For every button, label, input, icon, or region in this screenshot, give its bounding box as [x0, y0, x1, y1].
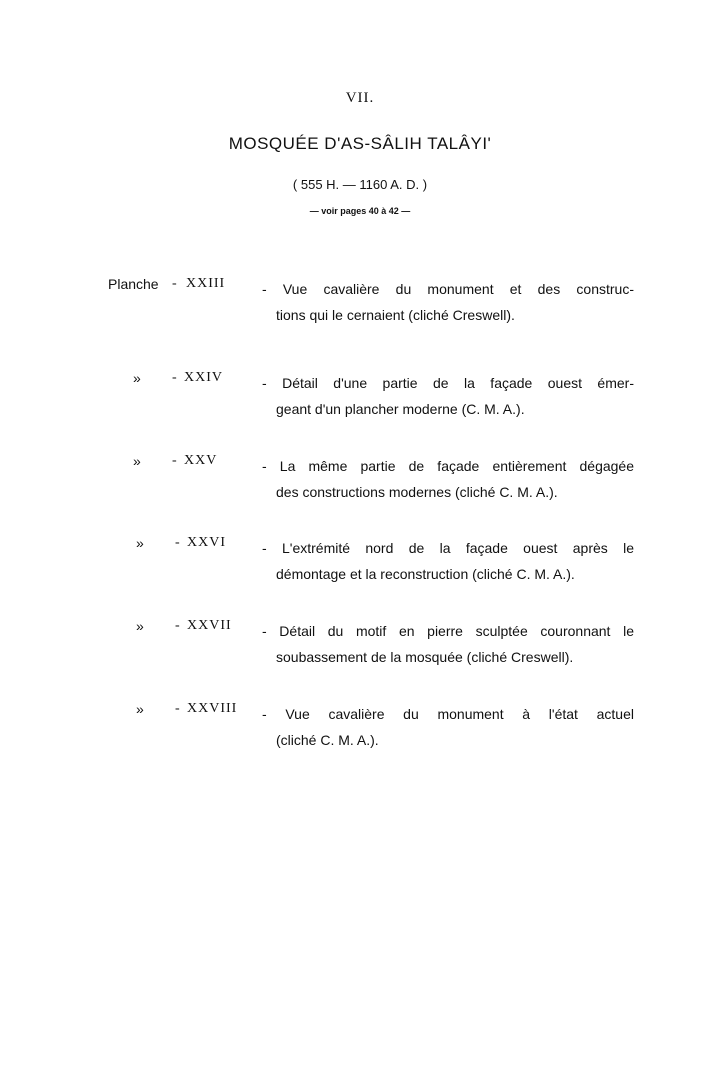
plate-prefix: » [133, 453, 141, 469]
plate-prefix: » [136, 701, 144, 717]
dates-line: ( 555 H. — 1160 A. D. ) [292, 177, 428, 192]
description-line: - Vue cavalière du monument à l'état actuel [262, 706, 634, 722]
plate-description [262, 535, 634, 587]
section-number: VII. [345, 90, 375, 106]
plate-numeral: XXV [184, 453, 218, 468]
plate-numeral: XXIV [184, 370, 223, 385]
description-line: (cliché C. M. A.). [276, 732, 379, 748]
prefix-dash: - [175, 701, 180, 716]
plate-description [262, 618, 634, 670]
plate-numeral: XXVI [187, 535, 226, 550]
prefix-dash: - [172, 370, 177, 385]
description-line: soubassement de la mosquée (cliché Creswell). [276, 649, 574, 665]
plate-prefix: Planche [108, 276, 159, 292]
prefix-dash: - [172, 276, 177, 291]
description-line: - Vue cavalière du monument et des construc- [262, 281, 634, 297]
plate-numeral: XXVIII [187, 701, 238, 716]
description-line: geant d'un plancher moderne (C. M. A.). [276, 401, 525, 417]
description-line: - La même partie de façade entièrement dégagée [262, 458, 634, 474]
plate-numeral: XXIII [186, 276, 226, 291]
description-line: - L'extrémité nord de la façade ouest après le [262, 540, 634, 556]
description-line: tions qui le cernaient (cliché Creswell). [276, 307, 515, 323]
description-line: - Détail du motif en pierre sculptée couronnant le [262, 623, 634, 639]
page-title: MOSQUÉE D'AS-SÂLIH TALÂYI' [228, 134, 492, 153]
plate-numeral: XXVII [187, 618, 232, 633]
description-line: - Détail d'une partie de la façade ouest émer- [262, 375, 634, 391]
pages-reference: — voir pages 40 à 42 — [309, 206, 411, 216]
prefix-dash: - [172, 453, 177, 468]
plate-prefix: » [136, 535, 144, 551]
prefix-dash: - [175, 618, 180, 633]
plate-description [262, 453, 634, 505]
prefix-dash: - [175, 535, 180, 550]
plate-prefix: » [136, 618, 144, 634]
plate-prefix: » [133, 370, 141, 386]
description-line: des constructions modernes (cliché C. M. A.). [276, 484, 558, 500]
plate-description [262, 276, 634, 328]
plate-description [262, 370, 634, 422]
description-line: démontage et la reconstruction (cliché C. M. A.). [276, 566, 575, 582]
plate-description [262, 701, 634, 753]
